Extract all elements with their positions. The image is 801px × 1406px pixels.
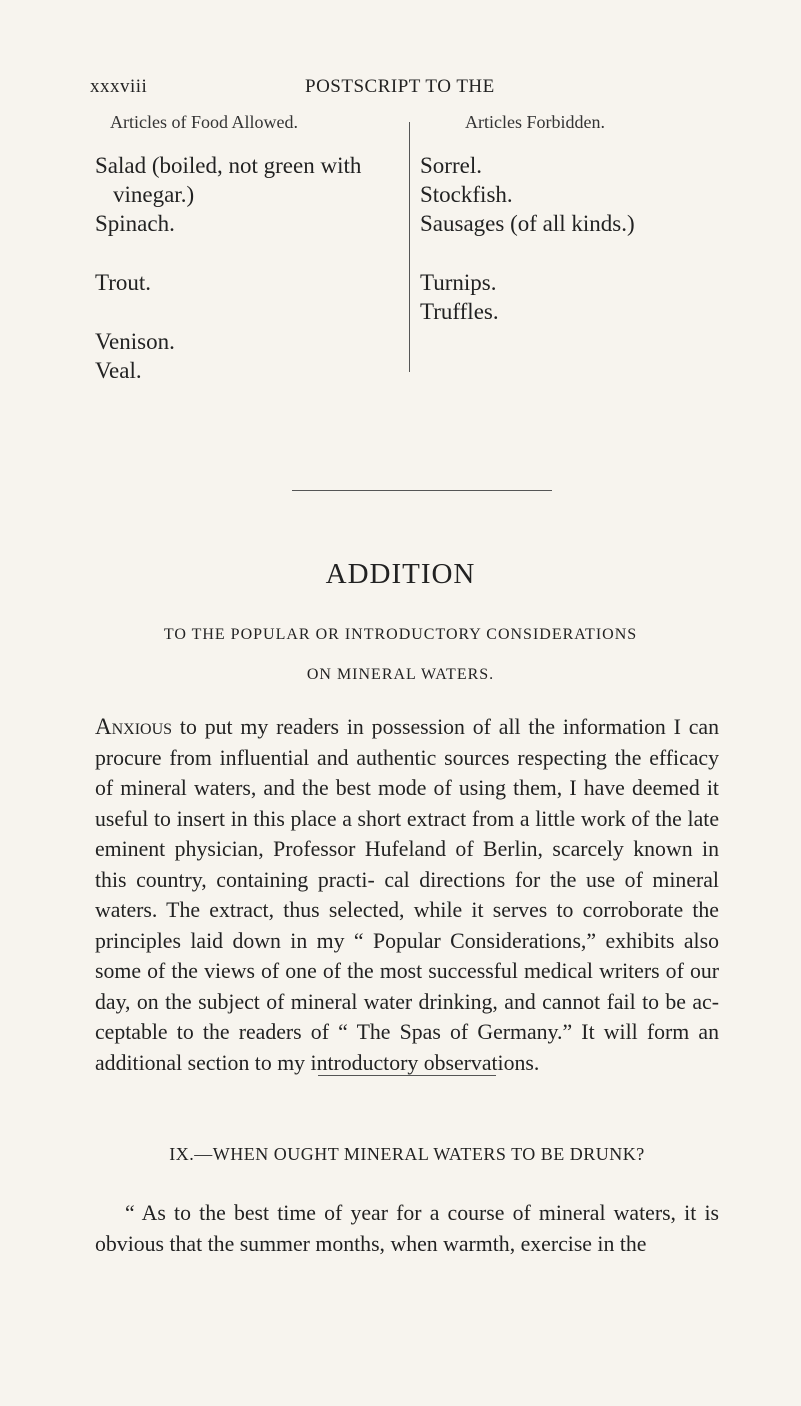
running-title: POSTSCRIPT TO THE <box>305 76 495 97</box>
forbidden-heading: Articles Forbidden. <box>465 112 605 132</box>
addition-subtitle-line-1: TO THE POPULAR OR INTRODUCTORY CONSIDERATIONS <box>163 626 638 643</box>
list-item: Spinach. <box>95 211 175 236</box>
list-item: Stockfish. <box>420 182 513 207</box>
paragraph-text: to put my readers in possession of all the information I can procure from influential and authentic sources respecting the efficacy of mineral waters, and the best mode of using them, I have deemed it useful to insert in this place a short extract from a little work of the late eminent physician, Professor Hufeland of Berlin, scarcely known in this country, containing practi- cal directions for the use of mineral waters. The extract, thus selected, while it serves to corroborate the principles laid down in my “ Popular Considerations,” exhibits also some of the views of one of the most successful medical writers of our day, on the subject of mineral water drinking, and cannot fail to be ac- ceptable to the readers of “ The Spas of Germany.” It will form an additional section to my introductory observations. <box>95 715 719 1075</box>
list-item: vinegar.) <box>113 182 195 207</box>
allowed-heading: Articles of Food Allowed. <box>110 112 298 132</box>
list-item: Sausages (of all kinds.) <box>420 211 635 236</box>
page-number: xxxviii <box>90 76 148 97</box>
list-item: Veal. <box>95 358 142 383</box>
running-head <box>90 76 720 106</box>
list-item: Salad (boiled, not green with <box>95 153 362 178</box>
forbidden-column <box>420 112 730 326</box>
column-divider <box>409 122 410 372</box>
addition-subtitle-line-2: ON MINERAL WATERS. <box>306 666 495 683</box>
list-item: Venison. <box>95 329 175 354</box>
list-item: Trout. <box>95 270 152 295</box>
section-paragraph: “ As to the best time of year for a course of mineral waters, it is obvious that the summer months, when warmth, exercise in the <box>95 1201 719 1256</box>
list-item: Sorrel. <box>420 153 482 178</box>
addition-title: ADDITION <box>325 558 476 590</box>
allowed-column <box>95 112 405 385</box>
section-heading: IX.—WHEN OUGHT MINERAL WATERS TO BE DRUNK? <box>169 1144 645 1164</box>
section-divider <box>292 490 552 491</box>
list-item: Truffles. <box>420 299 499 324</box>
body-paragraph <box>95 712 719 1078</box>
list-item: Turnips. <box>420 270 497 295</box>
section-divider <box>318 1075 496 1076</box>
paragraph-lead-word: Anxious <box>95 714 173 739</box>
food-tables <box>95 112 735 383</box>
